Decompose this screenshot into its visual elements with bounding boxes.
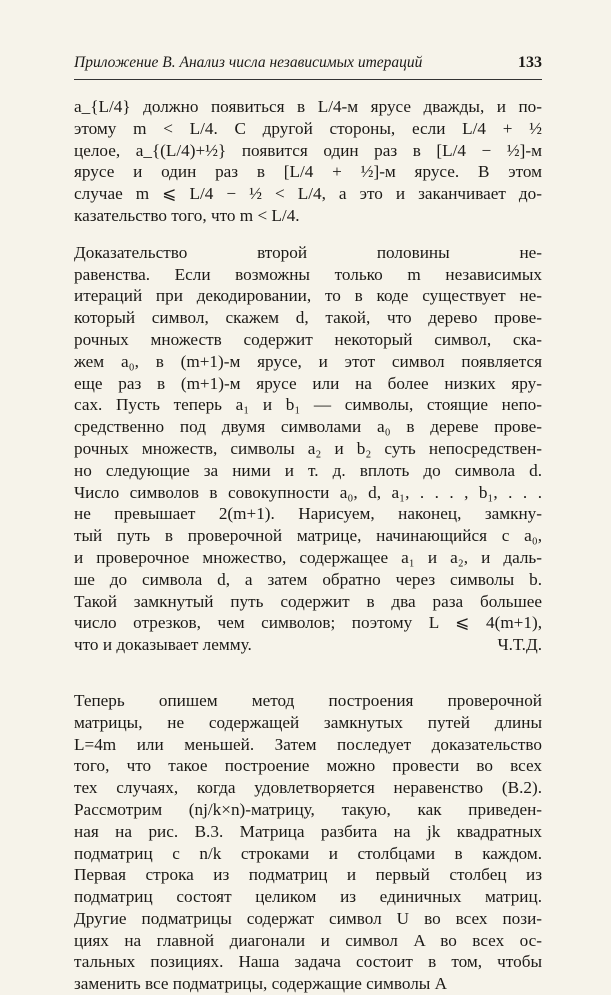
text-line: заменить все подматрицы, содержащие символы A (74, 974, 448, 994)
page-number: 133 (518, 54, 542, 71)
text-line: итераций при декодировании, то в коде существует не- (74, 286, 542, 306)
text-line: рочных множеств, символы a₂ и b₂ суть непосредствен- (74, 438, 542, 458)
text-line: и проверочное множество, содержащее a₁ и a₂, и даль- (74, 547, 542, 567)
text-line: жем a₀, в (m+1)-м ярусе, и этот символ появляется (74, 351, 542, 371)
page-body (74, 96, 542, 995)
text-line: который символ, скажем d, такой, что дерево прове- (74, 308, 542, 328)
text-line: подматриц с n/k строками и столбцами в каждом. (74, 843, 542, 863)
paragraph-construction-method (74, 690, 542, 995)
running-header (74, 54, 542, 72)
header-rule (74, 79, 542, 80)
text-line: еще раз в (m+1)-м ярусе или на более низких яру- (74, 373, 542, 393)
text-line: ная на рис. В.3. Матрица разбита на jk квадратных (74, 821, 542, 841)
text-line (74, 634, 542, 656)
text-line: тый путь в проверочной матрице, начинающийся с a₀, (74, 526, 542, 546)
running-title: Приложение В. Анализ числа независимых итераций (74, 54, 423, 71)
text-line: циях на главной диагонали и символ A во всех ос- (74, 930, 542, 950)
text-line: Рассмотрим (nj/k×n)-матрицу, такую, как приведен- (74, 799, 542, 819)
text-line: тальных позициях. Наша задача состоит в том, чтобы (74, 952, 542, 972)
paragraph-proof-first-half (74, 96, 542, 227)
text-line: число отрезков, чем символов; поэтому L ⩽ 4(m+1), (74, 613, 542, 633)
text-line: сах. Пусть теперь a₁ и b₁ — символы, стоящие непо- (74, 395, 542, 415)
text-line: не превышает 2(m+1). Нарисуем, наконец, замкну- (74, 504, 542, 524)
text-line: ше до символа d, а затем обратно через символы b. (74, 569, 542, 589)
text-line: Первая строка из подматриц и первый столбец из (74, 865, 542, 885)
text-line: Число символов в совокупности a₀, d, a₁, . . . , b₁, . . . (74, 482, 542, 502)
text-line: ярусе и один раз в [L/4 + ½]-м ярусе. В этом (74, 162, 542, 182)
text-line: Другие подматрицы содержат символ U во всех пози- (74, 908, 542, 928)
text-line: но следующие за ними и т. д. вплоть до символа d. (74, 460, 542, 480)
text-line: a_{L/4} должно появиться в L/4-м ярусе дважды, и по- (74, 97, 542, 116)
text-line: случае m ⩽ L/4 − ½ < L/4, а это и заканчивает до- (74, 184, 542, 204)
text-line: матрицы, не содержащей замкнутых путей длины (74, 712, 542, 732)
text-line: тех случаях, когда удовлетворяется неравенство (В.2). (74, 778, 542, 798)
paragraph-proof-second-half (74, 242, 542, 656)
text-line: Такой замкнутый путь содержит в два раза большее (74, 591, 542, 611)
text-line: рочных множеств содержит некоторый символ, ска- (74, 329, 542, 349)
text-line-content: что и доказывает лемму. (74, 635, 252, 655)
paragraph-gap (74, 656, 542, 690)
text-line: Теперь опишем метод построения проверочной (74, 690, 542, 710)
qed-mark: Ч.Т.Д. (497, 635, 542, 655)
text-line: казательство того, что m < L/4. (74, 205, 300, 225)
text-line: L=4m или меньшей. Затем последует доказательство (74, 734, 542, 754)
text-line: подматриц состоят целиком из единичных матриц. (74, 887, 542, 907)
text-line: целое, a_{(L/4)+½} появится один раз в [L/4 − ½]-м (74, 140, 542, 160)
text-line: того, что такое построение можно провести во всех (74, 756, 542, 776)
text-line: равенства. Если возможны только m независимых (74, 264, 542, 284)
text-line: средственно под двумя символами a₀ в дереве прове- (74, 417, 542, 437)
paragraph-gap (74, 227, 542, 242)
text-line: Доказательство второй половины не- (74, 242, 542, 262)
text-line: этому m < L/4. С другой стороны, если L/4 + ½ (74, 118, 542, 138)
